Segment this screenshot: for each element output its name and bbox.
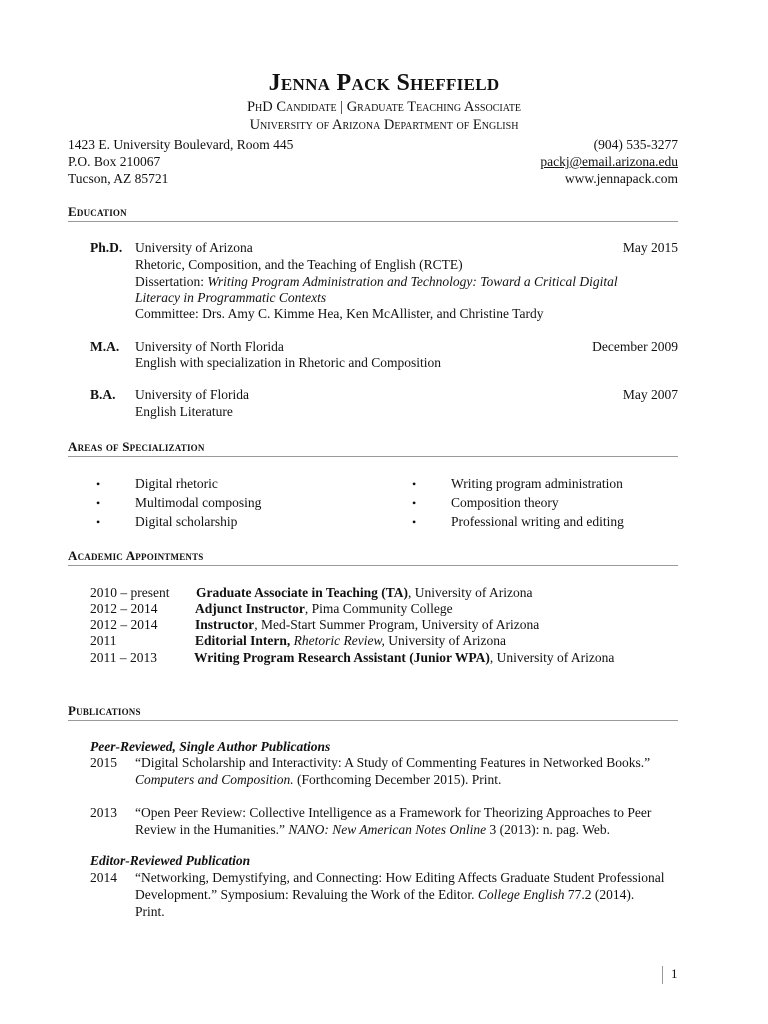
spec-item: Professional writing and editing [451,514,624,529]
person-name: Jenna Pack Sheffield [268,70,500,96]
spec-item: Writing program administration [451,476,623,491]
email-link[interactable]: packj@email.arizona.edu [540,154,678,169]
phd-date: May 2015 [622,240,678,255]
ma-school: University of North Florida [135,339,284,354]
peer-reviewed-subheading: Peer-Reviewed, Single Author Publications [90,739,331,754]
appointment-dates: 2010 – present [90,585,170,600]
pub-year: 2013 [90,805,117,820]
specialization-heading: Areas of Specialization [68,439,205,454]
editor-reviewed-subheading: Editor-Reviewed Publication [90,853,251,868]
bullet: • [412,477,417,491]
spec-item: Digital rhetoric [135,476,218,491]
bullet: • [412,515,417,529]
spec-item: Composition theory [451,495,559,510]
phd-dissertation: Dissertation: Writing Program Administration and Technology: Toward a Critical Digital [135,274,618,289]
pub-citation-line: “Digital Scholarship and Interactivity: A Study of Commenting Features in Networked Books.” [135,755,651,770]
title-line: PhD Candidate | Graduate Teaching Associate [246,99,522,115]
appointment-entry: Instructor, Med-Start Summer Program, University of Arizona [195,617,540,632]
institution-line: University of Arizona Department of English [249,117,519,133]
pub-citation-line: “Open Peer Review: Collective Intelligence as a Framework for Theorizing Approaches to Peer [135,805,652,820]
appointment-dates: 2012 – 2014 [90,617,158,632]
appointment-dates: 2011 – 2013 [90,650,157,665]
publications-heading: Publications [68,703,141,718]
pub-citation-line: “Networking, Demystifying, and Connecting: How Editing Affects Graduate Student Professional [135,870,665,885]
phone: (904) 535-3277 [593,137,678,152]
degree-phd: Ph.D. [90,240,123,255]
phd-committee: Committee: Drs. Amy C. Kimme Hea, Ken McAllister, and Christine Tardy [135,306,544,321]
specialization-rule [68,456,678,457]
spec-item: Multimodal composing [135,495,262,510]
publications-rule [68,720,678,721]
bullet: • [96,515,101,529]
pub-year: 2014 [90,870,117,885]
pub-citation-line: Review in the Humanities.” NANO: New American Notes Online 3 (2013): n. pag. Web. [135,822,610,837]
pub-citation-line: Print. [135,904,165,919]
appointment-dates: 2012 – 2014 [90,601,158,616]
appointment-entry: Graduate Associate in Teaching (TA), University of Arizona [196,585,533,600]
website: www.jennapack.com [564,171,678,186]
appointment-dates: 2011 [90,633,117,648]
ma-program: English with specialization in Rhetoric and Composition [135,355,441,370]
degree-ba: B.A. [90,387,116,402]
page-number: 1 [662,966,678,984]
education-heading: Education [68,204,127,219]
ba-date: May 2007 [622,387,678,402]
pub-year: 2015 [90,755,117,770]
address-line-2: P.O. Box 210067 [68,154,161,169]
ba-school: University of Florida [135,387,249,402]
appointments-heading: Academic Appointments [68,548,204,563]
spec-item: Digital scholarship [135,514,238,529]
education-rule [68,221,678,222]
appointment-entry: Writing Program Research Assistant (Junior WPA), University of Arizona [194,650,615,665]
degree-ma: M.A. [90,339,120,354]
pub-citation-line: Computers and Composition. (Forthcoming December 2015). Print. [135,772,502,787]
bullet: • [96,477,101,491]
address-line-3: Tucson, AZ 85721 [68,171,169,186]
appointments-rule [68,565,678,566]
pub-citation-line: Development.” Symposium: Revaluing the Work of the Editor. College English 77.2 (2014). [135,887,635,902]
phd-school: University of Arizona [135,240,253,255]
appointment-entry: Editorial Intern, Rhetoric Review, University of Arizona [195,633,506,648]
address-line-1: 1423 E. University Boulevard, Room 445 [68,137,294,152]
phd-dissertation-cont: Literacy in Programmatic Contexts [135,290,327,305]
bullet: • [412,496,417,510]
ma-date: December 2009 [592,339,678,354]
appointment-entry: Adjunct Instructor, Pima Community College [195,601,453,616]
ba-program: English Literature [135,404,233,419]
bullet: • [96,496,101,510]
phd-program: Rhetoric, Composition, and the Teaching of English (RCTE) [135,257,463,272]
